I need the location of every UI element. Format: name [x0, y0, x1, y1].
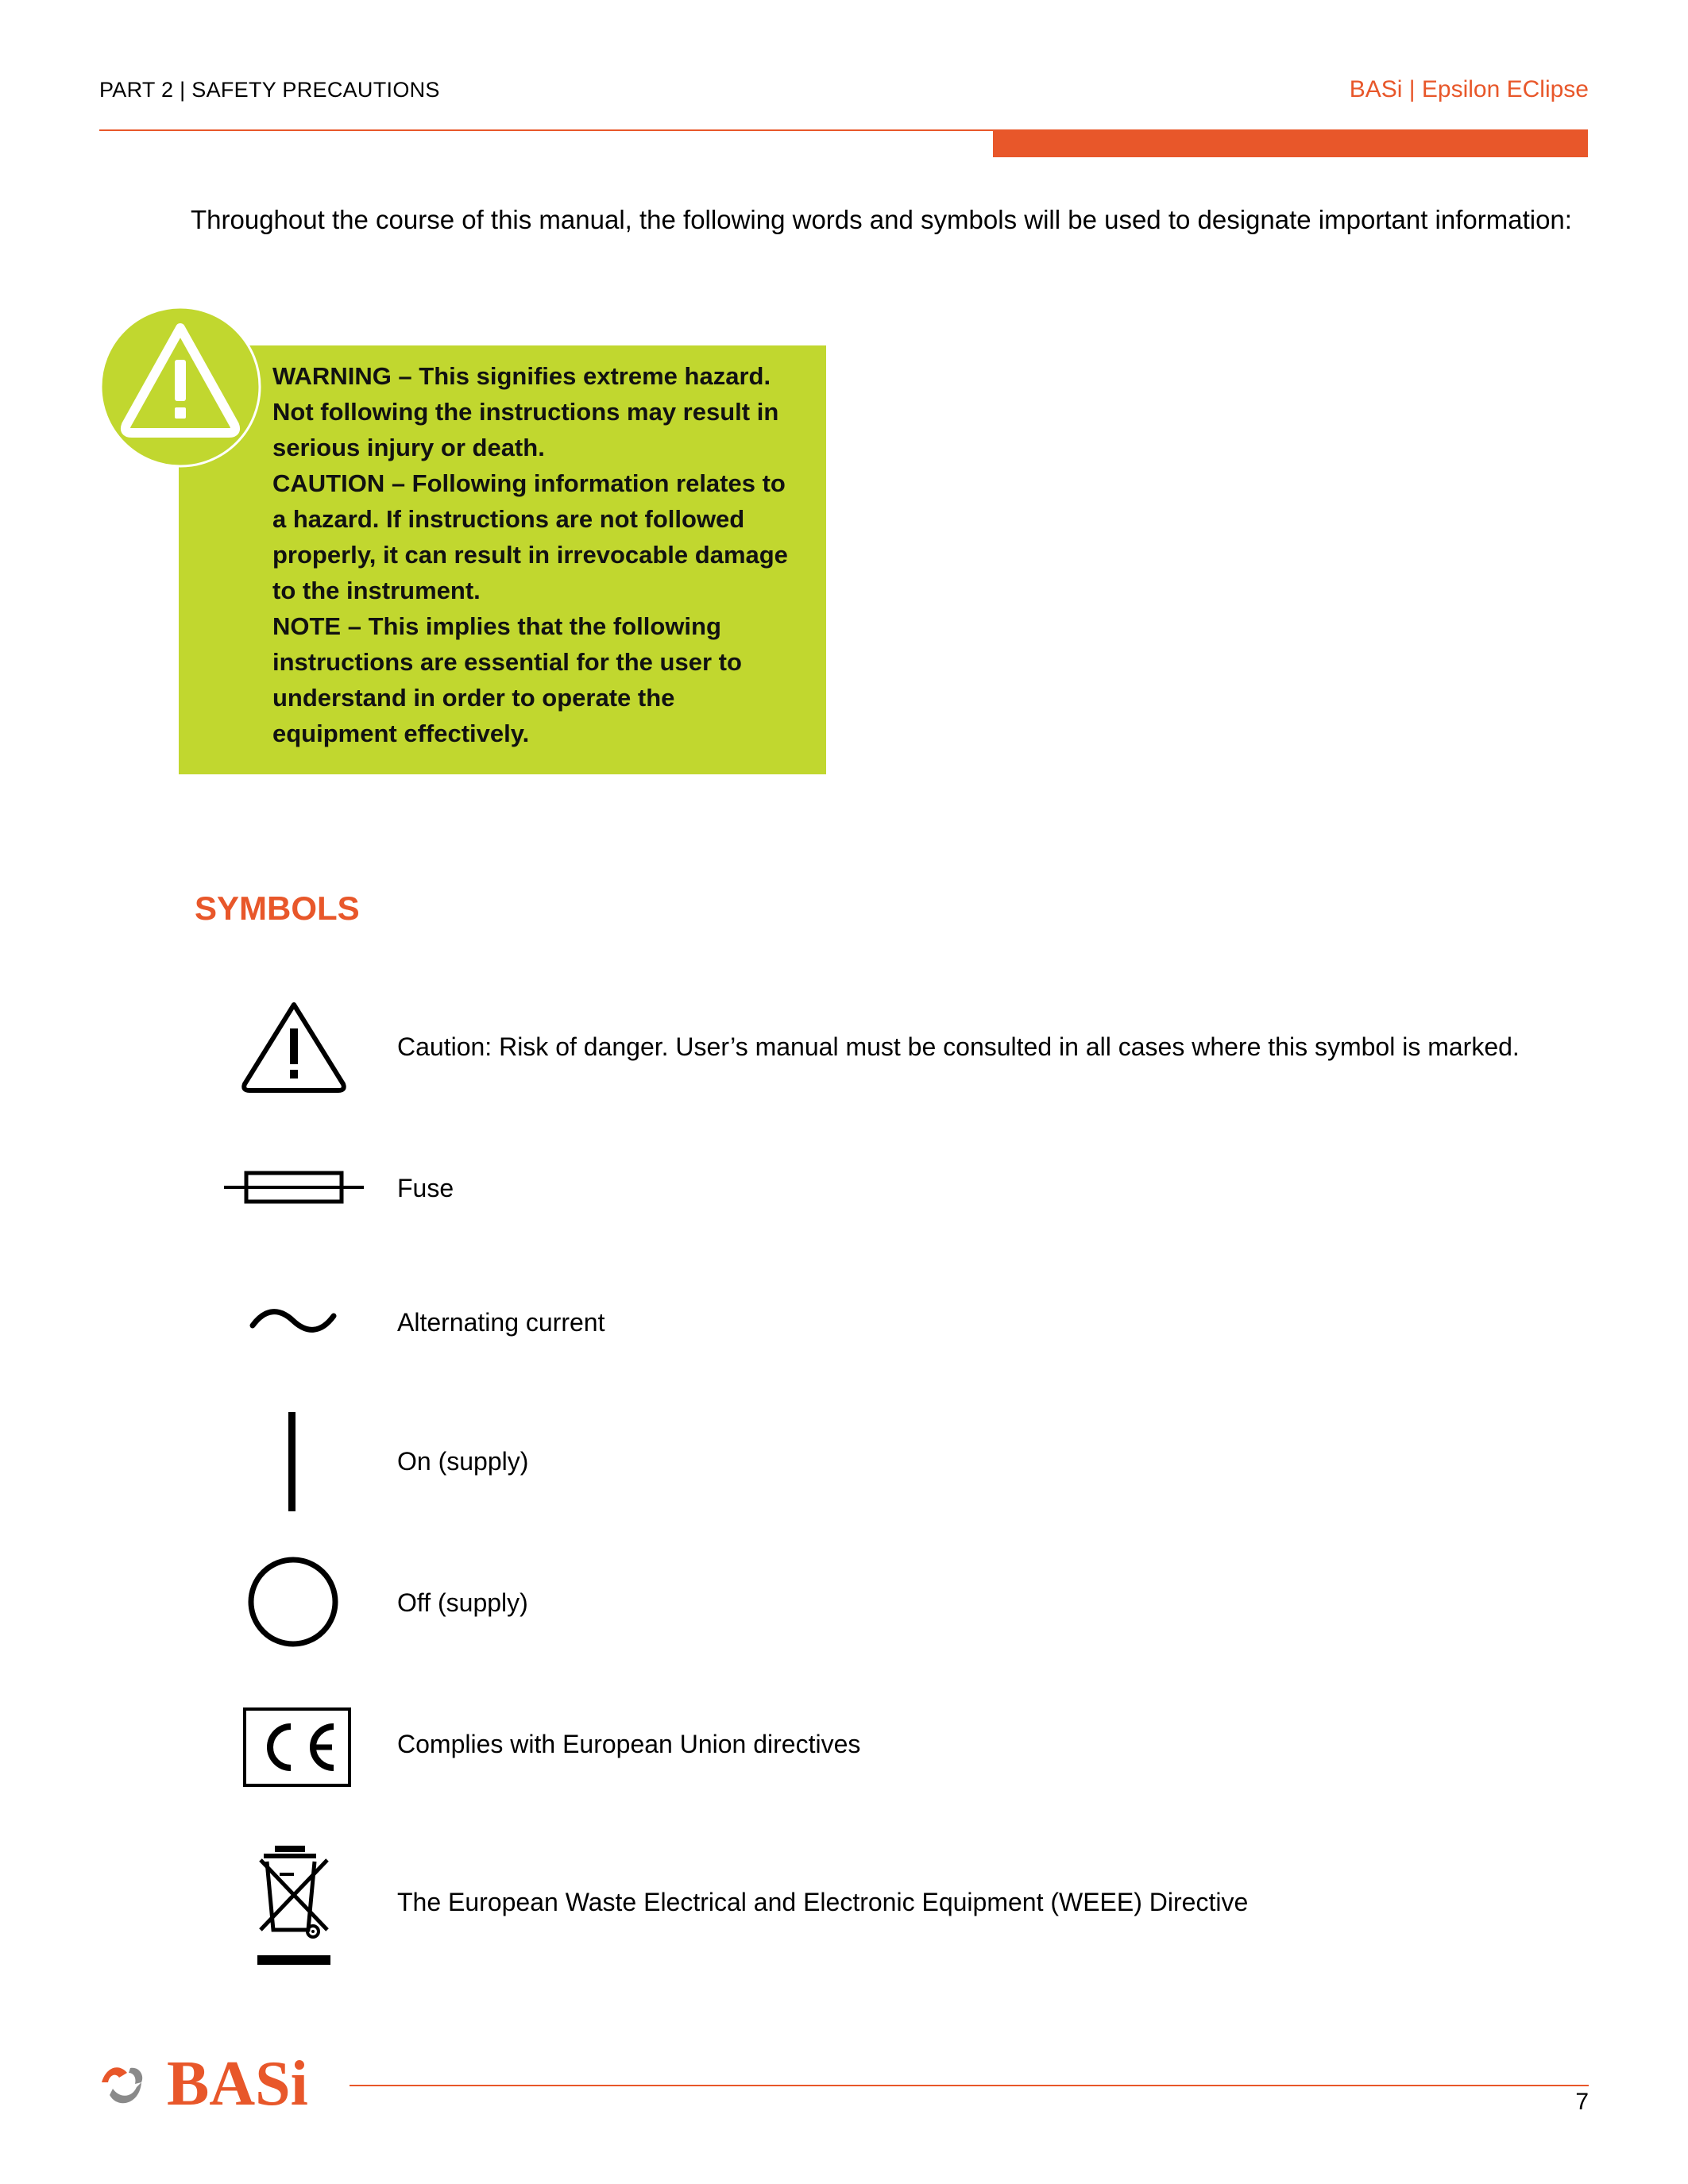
- symbol-label: The European Waste Electrical and Electronic Equipment (WEEE) Directive: [397, 1888, 1249, 1916]
- symbol-label: Off (supply): [397, 1588, 528, 1617]
- alternating-current-icon: [249, 1305, 337, 1341]
- power-off-icon: [246, 1555, 340, 1653]
- symbols-heading: SYMBOLS: [195, 889, 360, 927]
- symbol-label: On (supply): [397, 1447, 529, 1476]
- header-section-title: PART 2 | SAFETY PRECAUTIONS: [99, 78, 440, 102]
- basi-logo: [95, 2049, 350, 2113]
- logo-text: BASi: [167, 2049, 308, 2113]
- notice-box: [179, 345, 826, 774]
- footer-divider: [350, 2085, 1589, 2086]
- ce-mark-icon: [243, 1707, 351, 1791]
- fuse-icon: [224, 1167, 364, 1211]
- caution-definition: CAUTION – Following information relates to a hazard. If instructions are not followed properly, it can result in irrevocable damage to the instrument.: [272, 469, 788, 604]
- warning-triangle-icon: [99, 306, 262, 469]
- header-product-title: BASi | Epsilon EClipse: [1349, 76, 1589, 102]
- caution-triangle-icon: [238, 997, 350, 1100]
- intro-paragraph: Throughout the course of this manual, the following words and symbols will be used to designate important information:: [191, 205, 1572, 234]
- symbol-label: Complies with European Union directives: [397, 1730, 861, 1758]
- header-accent-bar: [993, 129, 1588, 157]
- symbol-label: Fuse: [397, 1174, 454, 1202]
- weee-bin-icon: [256, 1843, 335, 1974]
- warning-definition: WARNING – This signifies extreme hazard. Not following the instructions may result in serious injury or death.: [272, 362, 779, 461]
- note-definition: NOTE – This implies that the following instructions are essential for the user to understand in order to operate the equipment effectively.: [272, 612, 742, 747]
- notice-text: [272, 358, 797, 751]
- symbol-label: Caution: Risk of danger. User’s manual must be consulted in all cases where this symbol is marked.: [397, 1032, 1520, 1061]
- power-on-icon: [286, 1412, 299, 1515]
- page-number: 7: [1575, 2089, 1589, 2115]
- symbol-label: Alternating current: [397, 1308, 605, 1337]
